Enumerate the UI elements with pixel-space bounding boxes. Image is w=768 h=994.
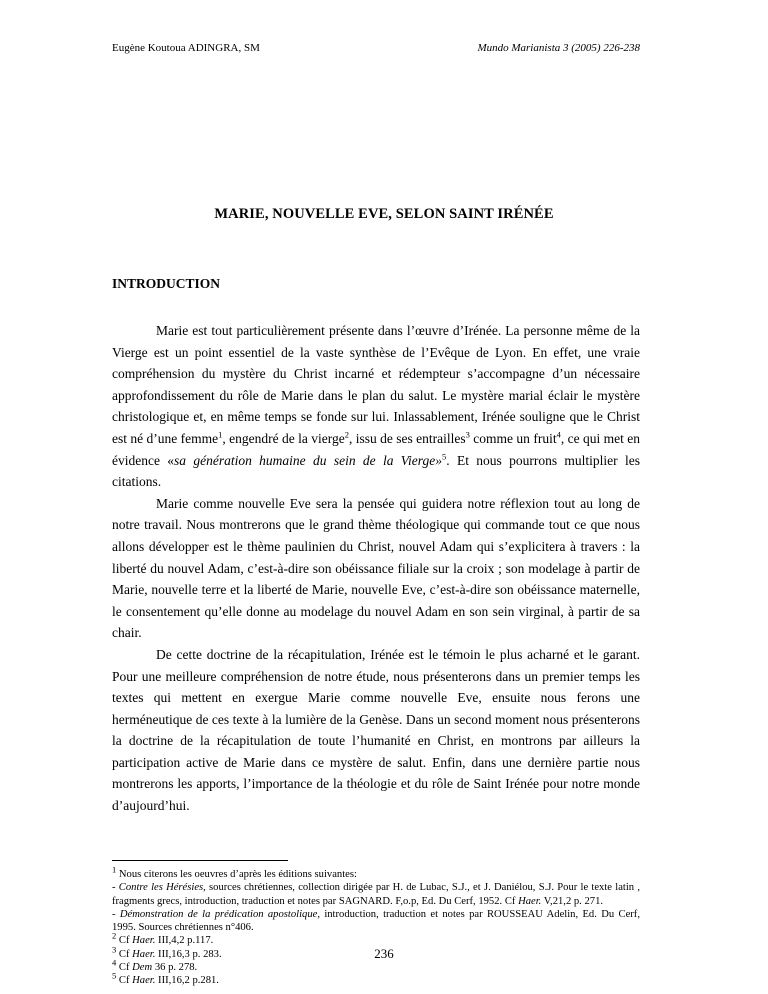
footnote-ref[interactable]: 3 bbox=[465, 429, 470, 440]
footnote: $^2$ Cf Haer. III,4,2 p.117. bbox=[112, 930, 214, 947]
footnote-separator bbox=[112, 860, 288, 861]
footnote: $^4$ Cf Dem 36 p. 278. bbox=[112, 957, 198, 974]
footnotes bbox=[112, 864, 640, 988]
footnote: $^5$ Cf Haer. III,16,2 p.281. bbox=[112, 970, 219, 987]
footnote-line: - Démonstration de la prédication apostolique, introduction, traduction et notes par ROUSSEAU Adelin, Ed. Du Cerf, 1995. Sources chrétiennes n°406. bbox=[112, 908, 640, 934]
footnote-ref[interactable]: 1 bbox=[218, 429, 223, 440]
footnote: $^3$ Cf Haer. III,16,3 p. 283. bbox=[112, 944, 222, 960]
paragraph: De cette doctrine de la récapitulation, Irénée est le témoin le plus acharné et le garant. Pour une meilleure compréhension de notre étude, nous présenterons dans un premier temps les textes qui mettent en exergue Marie comme nouvelle Eve, ensuite nous ferons une herméneutique de ces texte à la lumière de la Genèse. Dans un second moment nous présenterons la doctrine de la récapitulation de toute l’humanité en Christ, en montrons par ailleurs la participation active de Marie dans ce mystère de salut. Enfin, dans une dernière partie nous montrerons les apports, l’importance de la théologie et du rôle de Saint Irénée pour notre monde d’aujourd’hui. bbox=[112, 646, 640, 814]
section-heading: INTRODUCTION bbox=[112, 276, 221, 291]
footnote-ref[interactable]: 5 bbox=[442, 451, 447, 462]
footnote-line: - Contre les Hérésies, sources chrétiennes, collection dirigée par H. de Lubac, S.J., et J. Daniélou, S.J. Pour le texte latin , fragments grecs, introduction, traduction et notes par SAGNARD. F,o.p, Ed. Du Cerf, 1952. Cf Haer. V,21,2 p. 271. bbox=[112, 882, 640, 907]
running-header-author: Eugène Koutoua ADINGRA, SM bbox=[112, 42, 260, 54]
running-header-journal: Mundo Marianista 3 (2005) 226-238 bbox=[477, 42, 640, 54]
page-number: 236 bbox=[374, 946, 394, 961]
paragraph: Marie est tout particulièrement présente dans l’œuvre d’Irénée. La personne même de la Vierge est un point essentiel de la vaste synthèse de l’Evêque de Lyon. En effet, une vraie compréhension du mystère du Christ incarné et rédempteur s’accompagne d’un nécessaire approfondissement du rôle de Marie dans le plan du salut. Le mystère marial éclair le mystère christologique et, en même temps se fonde sur lui. Inlassablement, Irénée souligne que le Christ est né d’une femme$^1$, engendré de la vierge$^2$, issu de ses entrailles$^3$ comme un fruit$^4$, ce qui met en évidence «sa génération humaine du sein de la Vierge»$^5$. Et nous pourrons multiplier les citations. bbox=[112, 323, 640, 490]
paragraph: Marie comme nouvelle Eve sera la pensée qui guidera notre réflexion tout au long de notre travail. Nous montrerons que le grand thème théologique qui commande tout ce que nous allons développer est le thème paulinien du Christ, nouvel Adam qui s’explicitera à travers : la liberté du nouvel Adam, c’est-à-dire son obéissance filiale sur la croix ; son modelage à partir de Marie, nouvelle terre et la liberté de Marie, nouvelle Eve, c’est-à-dire son obéissance maternelle, le consentement qu’elle donne au modelage du nouvel Adam en son sein virginal, à partir de sa chair. bbox=[112, 495, 640, 641]
article-title: MARIE, NOUVELLE EVE, SELON SAINT IRÉNÉE bbox=[214, 206, 554, 222]
footnote-ref[interactable]: 2 bbox=[344, 429, 349, 440]
footnote: $^1$ Nous citerons les oeuvres d’après les éditions suivantes: bbox=[112, 864, 357, 880]
footnote-ref[interactable]: 4 bbox=[556, 429, 561, 440]
quotation: sa génération humaine du sein de la Vierge» bbox=[174, 452, 443, 468]
article-body bbox=[112, 320, 640, 817]
